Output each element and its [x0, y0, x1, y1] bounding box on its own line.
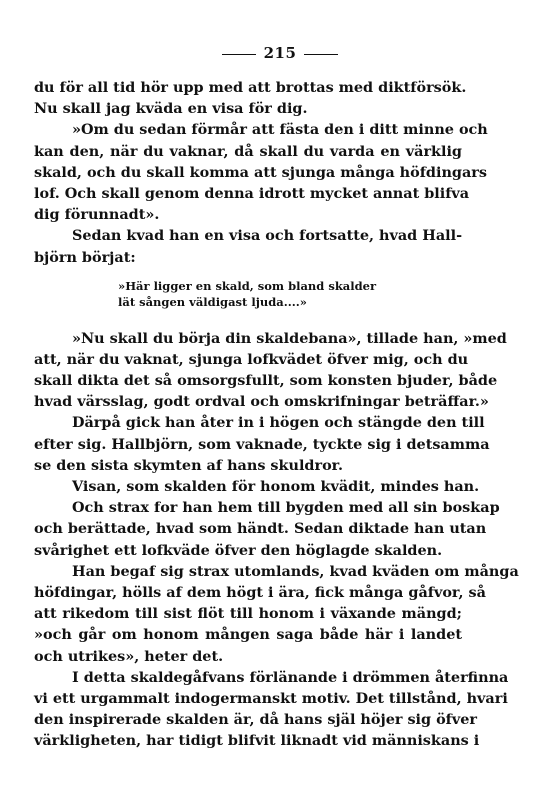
text-line: lof. Och skall genom denna idrott mycket annat blifva [34, 184, 470, 202]
paragraph [34, 77, 467, 119]
text-line: och berättade, hvad som händt. Sedan diktade han utan [34, 520, 487, 538]
text-line: Han begaf sig strax utomlands, kvad kväden om många [72, 562, 519, 580]
text-line: du för all tid hör upp med att brottas med diktförsök. [34, 79, 467, 96]
paragraph [34, 497, 500, 561]
text-line: värkligheten, har tidigt blifvit liknadt vid människans i [34, 732, 480, 750]
page-number: 215 [263, 44, 297, 62]
text-line: Och strax for han hem till bygden med all sin boskap [72, 499, 500, 517]
text-line: »och går om honom mången saga både här i landet [34, 626, 462, 644]
header-rule-left [222, 54, 256, 55]
paragraph [34, 667, 509, 752]
verse-quote [118, 278, 377, 310]
text-line: Visan, som skalden för honom kvädit, mindes han. [72, 478, 480, 495]
text-line: Nu skall jag kväda en visa för dig. [34, 100, 308, 118]
page-body [34, 77, 519, 751]
text-line: svårighet ett lofkväde öfver den höglagde skalden. [34, 541, 443, 559]
text-line: »Om du sedan förmår att fästa den i ditt minne och [72, 121, 488, 139]
paragraph [34, 119, 488, 225]
text-line: vi ett urgammalt indogermanskt motiv. Det tillstånd, hvari [34, 689, 508, 707]
paragraph [34, 561, 519, 667]
text-line: björn börjat: [34, 248, 136, 266]
text-line: och utrikes», heter det. [34, 647, 224, 665]
text-line: Därpå gick han åter in i högen och stängde den till [72, 414, 485, 432]
text-line: kan den, när du vaknar, då skall du varda en värklig [34, 142, 462, 160]
text-line: att rikedom till sist flöt till honom i växande mängd; [34, 605, 462, 623]
paragraph [34, 328, 507, 413]
text-line: den inspirerade skalden är, då hans själ höjer sig öfver [34, 711, 477, 729]
text-line: efter sig. Hallbjörn, som vaknade, tyckte sig i detsamma [34, 435, 490, 453]
verse-line: lät sången väldigast ljuda....» [118, 294, 307, 309]
paragraph [34, 476, 480, 497]
text-line: skald, och du skall komma att sjunga många höfdingars [34, 163, 487, 181]
header-rule-right [304, 54, 338, 55]
text-line: Sedan kvad han en visa och fortsatte, hvad Hall- [72, 227, 463, 245]
text-line: »Nu skall du börja din skaldebana», tillade han, »med [72, 329, 507, 347]
page-header [0, 44, 560, 62]
text-line: att, när du vaknat, sjunga lofkvädet öfver mig, och du [34, 350, 469, 368]
text-line: dig förunnadt». [34, 206, 160, 224]
text-line: hvad värsslag, godt ordval och omskrifningar beträffar.» [34, 393, 489, 411]
text-line: höfdingar, hölls af dem högt i ära, fick många gåfvor, så [34, 583, 486, 601]
verse-line: »Här ligger en skald, som bland skalder [118, 278, 377, 293]
paragraph [34, 225, 462, 267]
text-line: I detta skaldegåfvans förlänande i drömmen återfinna [72, 668, 509, 686]
paragraph [34, 412, 490, 476]
text-line: skall dikta det så omsorgsfullt, som konsten bjuder, både [34, 372, 498, 390]
text-line: se den sista skymten af hans skuldror. [34, 456, 343, 474]
